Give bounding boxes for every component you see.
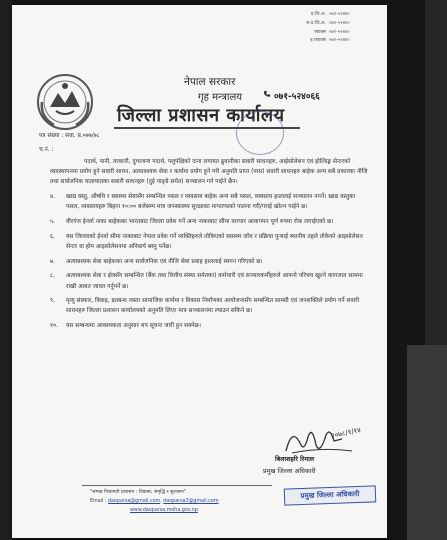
office-phone: ०७१-५२४०६६ bbox=[274, 92, 320, 102]
signature-date: २०७८/१/१४ bbox=[330, 425, 362, 441]
contact-block bbox=[290, 11, 386, 46]
signatory-name: बिलाशहरि रिमाल bbox=[275, 456, 315, 463]
contact-row: फ्याक्स ०७१-५२४४० bbox=[314, 29, 350, 35]
contact-row: प्र.जि.अ. ०७१-५२४४० bbox=[310, 12, 350, 17]
ministry-name: गृह मन्त्रालय bbox=[198, 92, 243, 103]
body-paragraph: पदार्थ, पानी, तरकारी, दुग्धजन्य पदार्थ, पशुपंक्षिको दाना लगायत ढुवानीका सवारी साधनहरु, आईसोलेशन एवं होल्डिङ्ग सेन्टरको व्यवस्थापनमा प्रयोग हुने सवारी साधन, अत्यावश्यक सेवा र कार्यमा प्रयोग हुने गरी अनुमति प्राप्त (पास) सवारी साधनहरु बाहेक अन्य सबै प्रकारका नीजि तथा सार्वजनिक यातायातका सवारी साधनहरु (दुई पाङ्ग्रे समेत) सञ्चालन गर्न पाईने छैन। bbox=[50, 159, 368, 186]
contact-row: इ.फ्याक्स ०७१-५२४४० bbox=[310, 38, 350, 44]
list-item: ९. मृत्यु संस्कार, विवाह, व्रतबन्ध जस्ता सामाजिक कार्यमा र विकास निर्माणका आयोजनासँग सम्बन्धित सामग्री एवं जनशक्तिले प्रयोग गर्ने सवारी साधनहरु जिल्ला प्रशासन कार्यालयको अनुमति लिएर मात्र सञ्चालनमा ल्याउन सकिने छ। bbox=[50, 298, 360, 315]
footer-email-label: Email : bbox=[90, 499, 107, 504]
scanned-letter bbox=[12, 5, 387, 538]
contact-row: स.प्र.जि.अ. ०७१-५२४४० bbox=[306, 20, 350, 26]
footer-divider bbox=[82, 485, 272, 486]
nepal-emblem-icon bbox=[36, 73, 94, 131]
list-item: ४. खाद्य वस्तु, औषधि र स्वास्थ्य सेवासँग सम्बन्धित पसल र व्यवसाय बाहेक अन्य सबै पसल, व्यवसाय हाललाई सञ्चालन नगर्ने। खाद्य वस्तुका पसल, व्यवसायहरु बिहान १०:०० बजेसम्म मात्र जनस्वास्थ्य सुरक्षाका मापदण्डको पालना गरी/गराई खोल्न पाईने छ। bbox=[50, 194, 356, 211]
letter-footer bbox=[90, 488, 280, 515]
government-name: नेपाल सरकार bbox=[184, 76, 236, 88]
footer-email-1[interactable]: daoparsa@gmail.com bbox=[107, 499, 161, 504]
list-item: १०. यस सम्बन्धमा आवश्यकता अनुसार थप सूचना जारी हुन सक्नेछ। bbox=[50, 323, 201, 330]
official-designation-stamp: प्रमुख जिल्ला अधिकारी bbox=[284, 485, 377, 505]
footer-email-2[interactable]: daoparsa3@gmail.com bbox=[163, 499, 219, 504]
list-item: ७. अत्यावश्यक सेवा बाहेकका अन्य सार्वजनिक एवं नीजि सेवा प्रवाह हाललाई स्थगन गरिएको छ। bbox=[50, 258, 263, 265]
letter-body bbox=[50, 157, 368, 331]
dispatch-number: च.नं. : bbox=[39, 147, 54, 153]
office-seal-stamp bbox=[236, 111, 284, 155]
footer-web-line bbox=[90, 506, 280, 515]
footer-email-line: Email : daoparsa@gmail.com, daoparsa3@gmail.com bbox=[90, 499, 219, 504]
background-right-lower bbox=[407, 345, 447, 540]
footer-website-link[interactable]: www.daoparsa.moha.gov.np bbox=[130, 508, 198, 513]
office-title: जिल्ला प्रशासन कार्यालय bbox=[117, 105, 285, 126]
phone-icon bbox=[263, 90, 271, 98]
footer-motto: "सम्पन्न निजामती प्रशासन : विकास, समृद्धि र सुशासन" bbox=[90, 490, 187, 495]
background-left bbox=[0, 0, 12, 540]
list-item: ६. यस जिल्लाको ईनर्वा सीमा नाकाबाट नेपाल प्रवेश गर्ने व्यक्तिहरुले तोकिएको स्वास्थ्य जाँच र प्रक्रिया पुऱ्याई स्थानीय तहले तोकेको आइसोलेसन सेन्टर वा होम आइसोलेसनमा अनिवार्य बस्नु पर्नेछ। bbox=[50, 233, 363, 250]
signatory-title: प्रमुख जिल्ला अधिकारी bbox=[263, 468, 316, 475]
list-item: ५. वीरगंज ईनर्वा नाका बाहेकका भारतबाट जिल्ला प्रवेश गर्ने अन्य नाकाबाट सीमा वारपार आवागमन पूर्ण रुपमा रोक लगाईएको छ। bbox=[50, 219, 334, 226]
list-item: ८. अत्यावश्यक सेवा र क्षेत्रसँग सम्बन्धित (बैंक तथा वित्तीय संस्था समेतका) कर्मचारी एवं सञ्चारकर्मीहरुले आफ्नो परिचय खुल्ने कागजात साथमा राखी आवत जावत गर्नुपर्ने छ। bbox=[50, 273, 363, 290]
letter-reference-number: पत्र संख्या : सवा. प्र.०७७/७८ bbox=[39, 133, 100, 139]
